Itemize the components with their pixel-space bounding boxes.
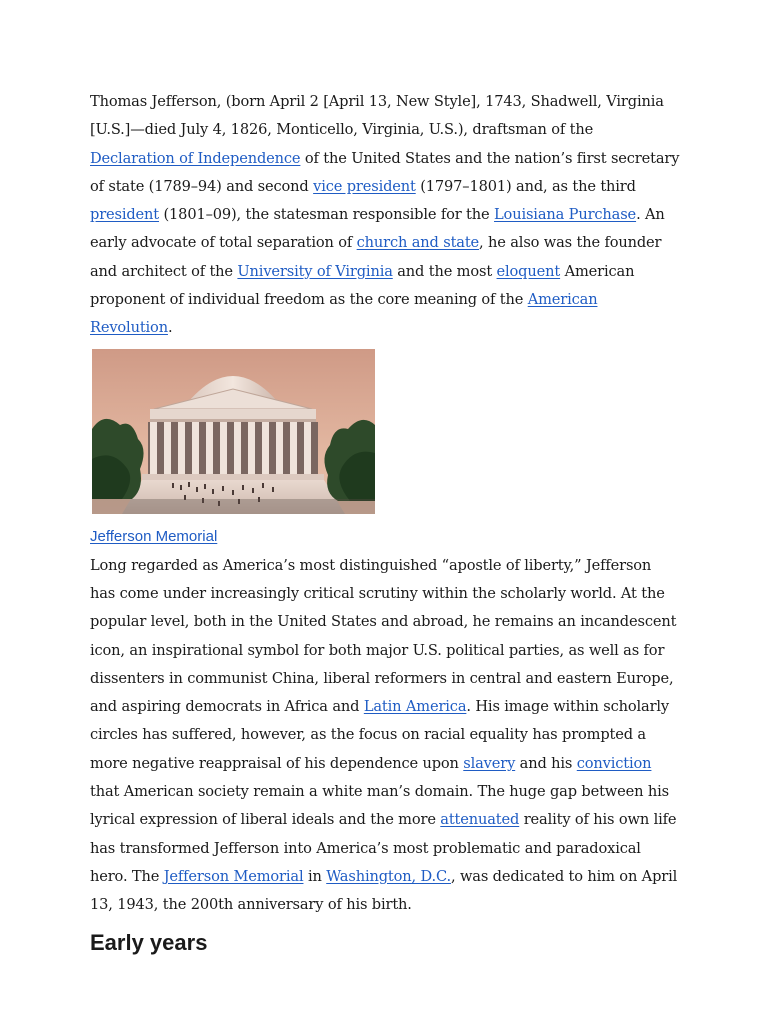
text: . His image within scholarly circles has suffered, however, as the focus on racial equality has prompted a more negative reappraisal of his dependence upon [90,698,670,772]
text: Thomas Jefferson, (born April 2 [April 13, New Style], 1743, Shadwell, Virginia [U.S.]—died July 4, 1826, Monticello, Virginia, U.S.), draftsman of the [90,93,664,139]
text: (1801–09), the statesman responsible for the [159,206,495,224]
jefferson-memorial-image[interactable] [92,349,375,514]
link-church-and-state[interactable]: church and state [356,234,480,252]
text: , was dedicated to him on April 13, 1943, the 200th anniversary of his birth. [90,867,678,914]
intro-paragraph [90,88,680,343]
text: that American society remain a white man’s domain. The huge gap between his lyrical expression of liberal ideals and the more [90,783,669,829]
text: and the most [392,262,497,280]
text: . [167,319,173,337]
text: of the United States and the nation’s first secretary of state (1789–94) and second [90,149,680,195]
link-university-of-virginia[interactable]: University of Virginia [237,262,393,280]
article [90,88,680,958]
section-heading-early-years: Early years [90,929,208,955]
text: . An early advocate of total separation of [90,206,665,252]
link-declaration-of-independence[interactable]: Declaration of Independence [90,149,301,167]
text: (1797–1801) and, as the third [415,177,636,195]
link-american-revolution[interactable]: American Revolution [90,291,598,337]
text: , he also was the founder and architect of the [90,234,662,280]
link-washington-dc[interactable]: Washington, D.C. [326,867,451,885]
text: reality of his own life has transformed Jefferson into America’s most problematic and paradoxical hero. The [90,811,677,885]
link-louisiana-purchase[interactable]: Louisiana Purchase [494,206,637,224]
body-paragraph [90,552,680,920]
link-attenuated[interactable]: attenuated [440,811,520,829]
link-president[interactable]: president [90,206,160,224]
figure-caption-link[interactable]: Jefferson Memorial [90,527,218,545]
text: in [303,867,327,885]
link-eloquent[interactable]: eloquent [496,262,561,280]
link-jefferson-memorial[interactable]: Jefferson Memorial [163,867,304,885]
text: American proponent of individual freedom as the core meaning of the [90,262,635,309]
link-slavery[interactable]: slavery [463,754,516,772]
text: Long regarded as America’s most distinguished “apostle of liberty,” Jefferson has come under increasingly critical scrutiny within the scholarly world. At the popular level, both in the United States and abroad, he remains an incandescent icon, an inspirational symbol for both major U.S. political parties, as well as for dissenters in communist China, liberal reformers in central and eastern Europe, and aspiring democrats in Africa and [90,556,677,716]
link-latin-america[interactable]: Latin America [363,698,467,716]
link-conviction[interactable]: conviction [576,754,652,772]
link-vice-president[interactable]: vice president [313,177,416,195]
text: and his [515,754,577,772]
